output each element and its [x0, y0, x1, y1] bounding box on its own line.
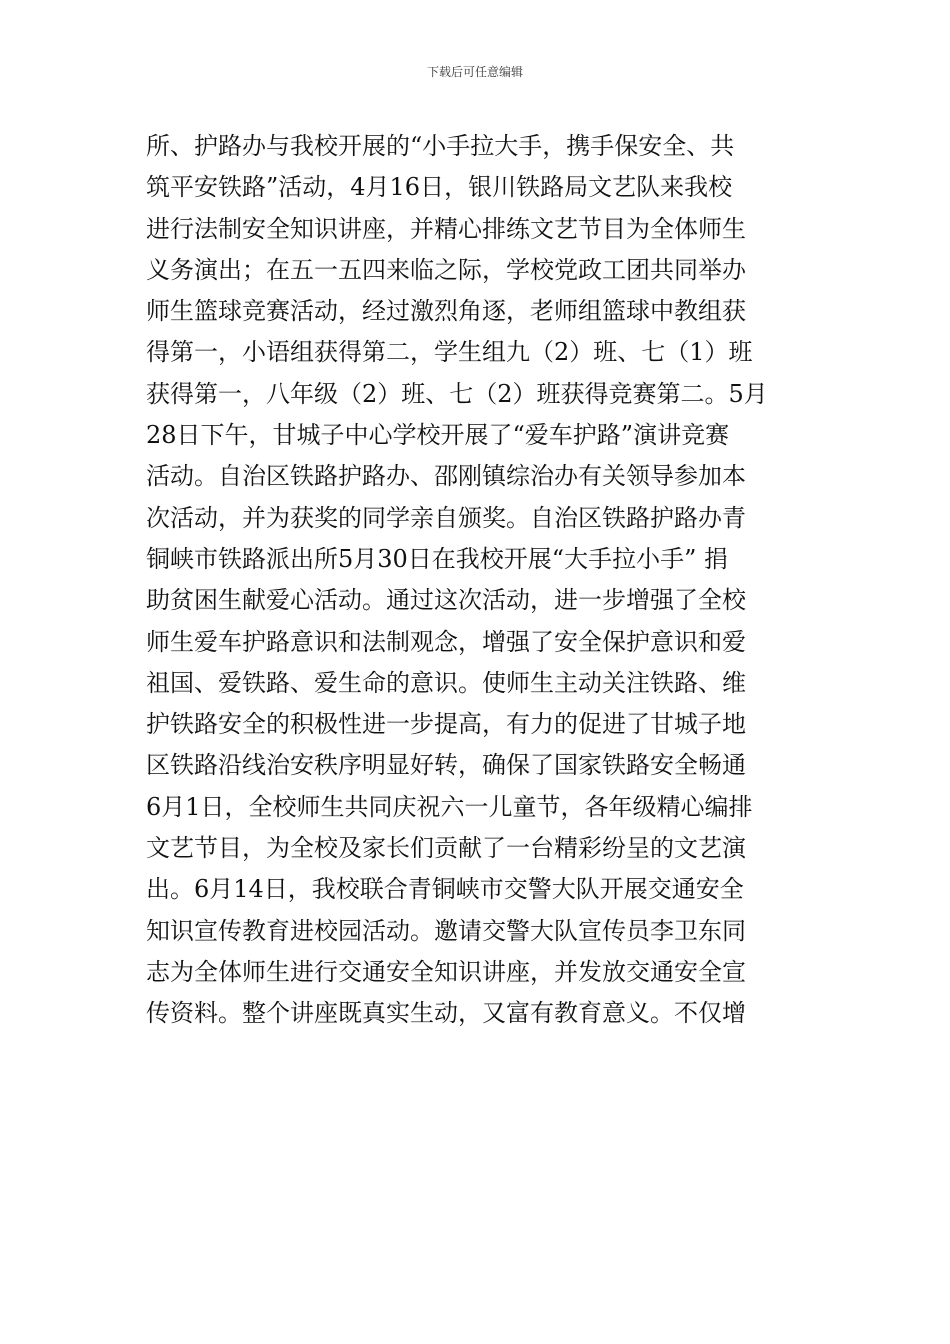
body-line: 义务演出；在五一五四来临之际，学校党政工团共同举办	[146, 255, 746, 284]
body-line: 知识宣传教育进校园活动。邀请交警大队宣传员李卫东同	[146, 916, 746, 945]
body-line: 传资料。整个讲座既真实生动，又富有教育意义。不仅增	[146, 999, 746, 1028]
body-line: 师生篮球竞赛活动，经过激烈角逐，老师组篮球中教组获	[146, 297, 746, 326]
body-line: 师生爱车护路意识和法制观念，增强了安全保护意识和爱	[146, 627, 746, 656]
body-line: 文艺节目，为全校及家长们贡献了一台精彩纷呈的文艺演	[146, 834, 746, 863]
body-line: 6月1日，全校师生共同庆祝六一儿童节，各年级精心编排	[146, 792, 753, 821]
body-line: 得第一，小语组获得第二，学生组九（2）班、七（1）班	[146, 338, 753, 367]
body-line: 次活动，并为获奖的同学亲自颁奖。自治区铁路护路办青	[146, 503, 746, 532]
body-line: 28日下午，甘城子中心学校开展了“爱车护路”演讲竞赛	[146, 421, 730, 450]
body-line: 志为全体师生进行交通安全知识讲座，并发放交通安全宣	[146, 957, 746, 986]
body-line: 助贫困生献爱心活动。通过这次活动，进一步增强了全校	[146, 586, 746, 615]
body-line: 祖国、爱铁路、爱生命的意识。使师生主动关注铁路、维	[146, 668, 746, 697]
body-line: 护铁路安全的积极性进一步提高，有力的促进了甘城子地	[146, 710, 746, 739]
body-line: 出。6月14日，我校联合青铜峡市交警大队开展交通安全	[146, 875, 744, 904]
body-line: 活动。自治区铁路护路办、邵刚镇综治办有关领导参加本	[146, 462, 746, 491]
body-line: 获得第一，八年级（2）班、七（2）班获得竞赛第二。5月	[146, 379, 768, 408]
page-header: 下载后可任意编辑	[426, 65, 523, 79]
body-line: 筑平安铁路”活动，4月16日，银川铁路局文艺队来我校	[146, 173, 733, 202]
body-text	[146, 126, 816, 1035]
body-line: 进行法制安全知识讲座，并精心排练文艺节目为全体师生	[146, 214, 746, 243]
body-line: 铜峡市铁路派出所5月30日在我校开展“大手拉小手” 捐	[146, 544, 728, 573]
body-line: 区铁路沿线治安秩序明显好转，确保了国家铁路安全畅通	[146, 751, 746, 780]
body-line: 所、护路办与我校开展的“小手拉大手，携手保安全、共	[146, 132, 735, 160]
